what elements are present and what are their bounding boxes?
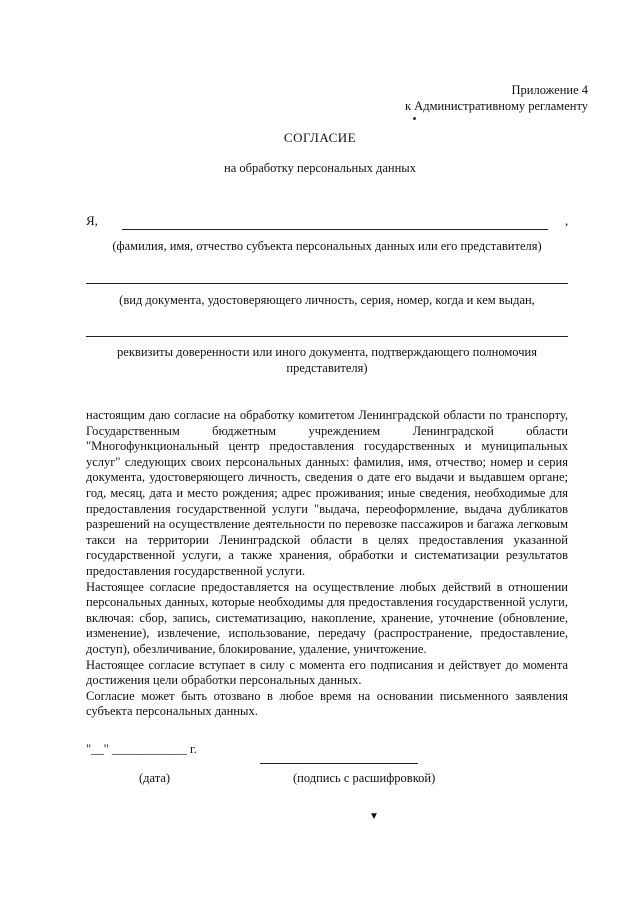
consent-paragraph: настоящим даю согласие на обработку комитетом Ленинградской области по транспорту, Государственным бюджетным учреждением Ленинградской области "Многофункциональный центр предоставления государственных и муниципальных услуг" следующих своих персональных данных: фамилия, имя, отчество; номер и серия документа, удостоверяющего личность, сведения о дате его выдачи и выдавшем органе; год, месяц, дата и место рождения; адрес проживания; иные сведения, необходимые для предоставления государственной услуги "выдача, переоформление, выдача дубликатов разрешений на осуществление деятельности по перевозке пассажиров и багажа легковым такси на территории Ленинградской области в целях предоставления указанной государственной услуги, а также хранения, обработки и систематизации результатов предоставления государственной услуги. [86,408,568,578]
consent-paragraph: Настоящее согласие предоставляется на осуществление любых действий в отношении персональных данных, которые необходимы для предоставления государственной услуги, включая: сбор, запись, систематизацию, накопление, хранение, уточнение (обновление, изменение), извлечение, использование, передачу (распространение, предоставление, доступ), обезличивание, блокирование, удаление, уничтожение. [86,579,568,656]
name-field-comma: , [565,213,569,228]
consent-paragraph: Согласие может быть отозвано в любое время на основании письменного заявления субъекта персональных данных. [86,688,568,719]
date-field[interactable]: "__" ____________ г. [86,742,197,756]
date-caption: (дата) [139,771,171,785]
name-field-caption: (фамилия, имя, отчество субъекта персональных данных или его представителя) [112,239,542,253]
signature-caption: (подпись с расшифровкой) [293,771,436,785]
document-title: СОГЛАСИЕ [283,130,357,145]
id-document-caption: (вид документа, удостоверяющего личность, серия, номер, когда и кем выдан, [119,293,535,307]
consent-body [86,408,568,720]
document-subtitle: на обработку персональных данных [224,161,416,175]
proxy-caption-line-2: представителя) [286,361,368,375]
name-field-prefix: Я, [86,213,98,228]
proxy-document-caption [86,344,568,376]
proxy-caption-line-1: реквизиты доверенности или иного документа, подтверждающего полномочия [117,345,537,359]
annex-line-1: Приложение 4 [511,83,588,97]
id-document-line[interactable] [86,283,568,284]
annex-header [405,82,588,114]
scan-arrow-mark: ▼ [369,811,379,822]
scan-dot [413,117,416,120]
proxy-document-line[interactable] [86,336,568,337]
annex-line-2: к Административному регламенту [404,99,588,113]
name-field-line[interactable] [122,229,548,230]
consent-paragraph: Настоящее согласие вступает в силу с момента его подписания и действует до момента достижения цели обработки персональных данных. [86,657,568,688]
signature-line[interactable] [260,763,418,764]
